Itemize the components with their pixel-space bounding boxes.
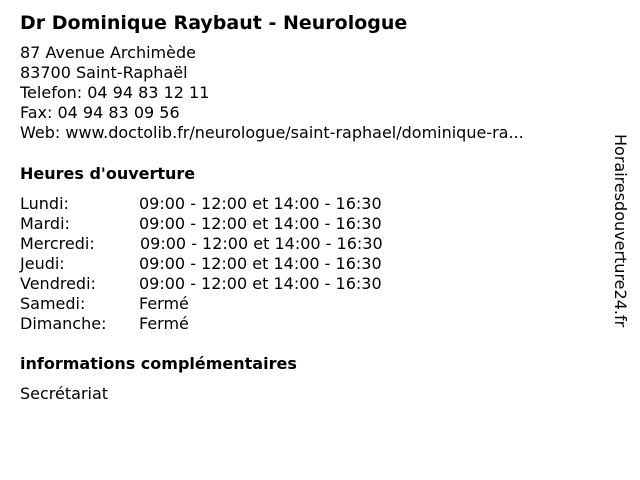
hours-day: Vendredi: xyxy=(20,274,96,293)
hours-time: 09:00 - 12:00 et 14:00 - 16:30 xyxy=(139,274,382,293)
hours-day: Lundi: xyxy=(20,194,69,213)
opening-hours-list xyxy=(20,194,440,334)
hours-time: 09:00 - 12:00 et 14:00 - 16:30 xyxy=(140,234,383,253)
address-block xyxy=(20,43,524,143)
hours-time: 09:00 - 12:00 et 14:00 - 16:30 xyxy=(139,194,382,213)
opening-hours-heading: Heures d'ouverture xyxy=(20,164,196,183)
additional-info-heading: informations complémentaires xyxy=(20,354,297,373)
hours-row-saturday xyxy=(20,294,440,314)
street-address: 87 Avenue Archimède xyxy=(20,43,196,62)
site-brand-vertical xyxy=(600,132,640,376)
city-address: 83700 Saint-Raphaël xyxy=(20,63,188,82)
hours-day: Jeudi: xyxy=(20,254,65,273)
site-brand-text: Horairesdouverture24.fr xyxy=(611,134,630,328)
hours-day: Samedi: xyxy=(20,294,86,313)
hours-row-thursday xyxy=(20,254,440,274)
hours-time: 09:00 - 12:00 et 14:00 - 16:30 xyxy=(139,254,382,273)
hours-row-wednesday xyxy=(20,234,440,254)
phone-number: Telefon: 04 94 83 12 11 xyxy=(20,83,210,102)
hours-row-monday xyxy=(20,194,440,214)
hours-day: Dimanche: xyxy=(20,314,107,333)
hours-day: Mardi: xyxy=(20,214,70,233)
page-title: Dr Dominique Raybaut - Neurologue xyxy=(20,12,408,34)
additional-info-text: Secrétariat xyxy=(20,384,109,403)
hours-time: Fermé xyxy=(139,314,189,333)
hours-time: Fermé xyxy=(139,294,189,313)
hours-row-tuesday xyxy=(20,214,440,234)
hours-row-friday xyxy=(20,274,440,294)
fax-number: Fax: 04 94 83 09 56 xyxy=(20,103,180,122)
hours-row-sunday xyxy=(20,314,440,334)
hours-time: 09:00 - 12:00 et 14:00 - 16:30 xyxy=(139,214,382,233)
website-link[interactable]: Web: www.doctolib.fr/neurologue/saint-raphael/dominique-ra... xyxy=(20,123,524,142)
hours-day: Mercredi: xyxy=(20,234,95,253)
